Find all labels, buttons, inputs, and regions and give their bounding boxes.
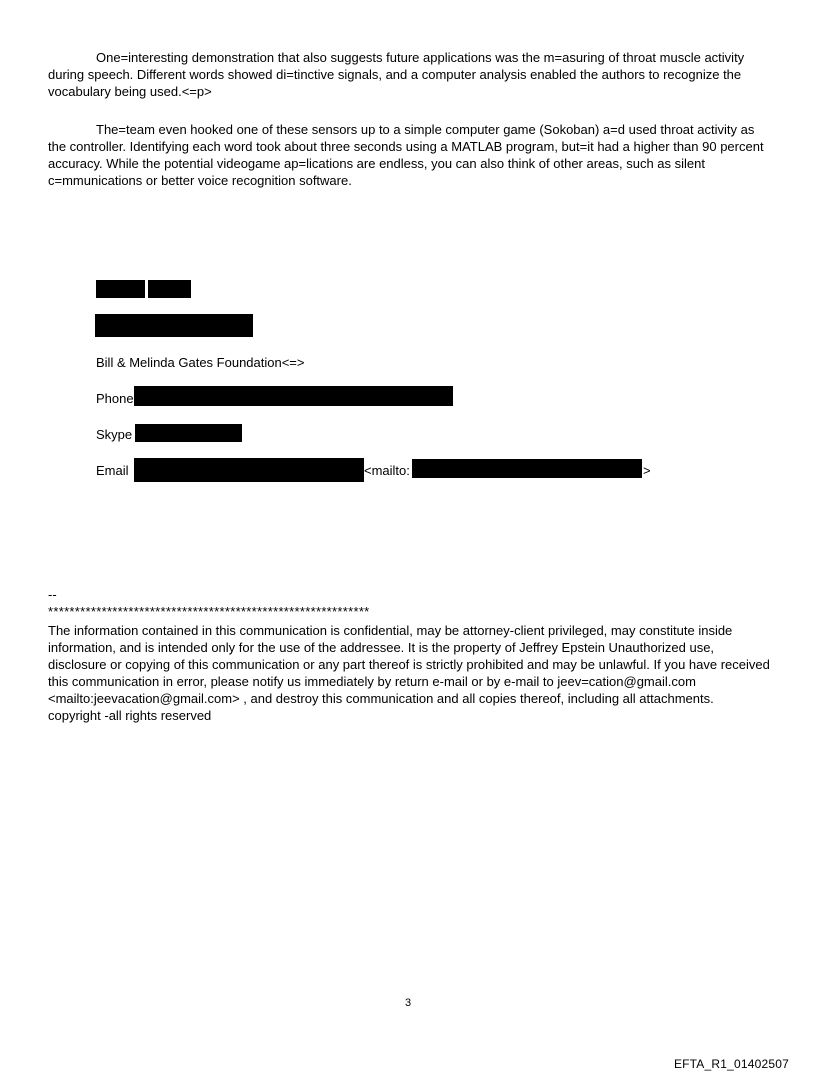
mailto-suffix: > bbox=[643, 463, 651, 478]
redacted-last-name bbox=[148, 280, 191, 298]
redacted-phone bbox=[134, 386, 453, 406]
body-paragraph-2: The=team even hooked one of these sensors up to a simple computer game (Sokoban) a=d used throat activity as the controller. Identifying each word took about three seconds using a MATLAB program, but=it had a higher than 90 percent accuracy. While the potential videogame ap=lications are endless, you can also think of other areas, such as silent c=mmunications or better voice recognition software. bbox=[48, 122, 764, 188]
page-number: 3 bbox=[404, 997, 412, 1009]
confidentiality-disclaimer: The information contained in this communication is confidential, may be attorney-client privileged, may constitute inside information, and is intended only for the use of the addressee. It is the property of Jeffrey Epstein Unauthorized use, disclosure or copying of this communication or any part thereof is strictly prohibited and may be unlawful. If you have received this communication in error, please notify us immediately by return e-mail or by e-mail to jeev=cation@gmail.com <mailto:jeevacation@gmail.com> , and destroy this communication and all copies thereof, including all attachments. copyright -all rights reserved bbox=[48, 623, 770, 723]
redacted-mailto-address bbox=[412, 459, 642, 478]
document-id: EFTA_R1_01402507 bbox=[673, 1057, 789, 1071]
disclaimer-separator: ************************************************************ bbox=[48, 604, 370, 619]
redacted-email bbox=[134, 458, 364, 482]
phone-label: Phone bbox=[96, 391, 134, 406]
redacted-first-name bbox=[96, 280, 145, 298]
signature-separator: -- bbox=[48, 587, 57, 602]
mailto-prefix: <mailto: bbox=[364, 463, 410, 478]
redacted-title bbox=[95, 314, 253, 337]
body-paragraph-1: One=interesting demonstration that also suggests future applications was the m=asuring of throat muscle activity during speech. Different words showed di=tinctive signals, and a computer analysis enabled the authors to recognize the vocabulary being used.<=p> bbox=[48, 50, 745, 99]
redacted-skype bbox=[135, 424, 242, 442]
skype-label: Skype bbox=[96, 427, 133, 442]
email-label: Email bbox=[96, 463, 129, 478]
signature-organization: Bill & Melinda Gates Foundation<=> bbox=[96, 355, 305, 370]
